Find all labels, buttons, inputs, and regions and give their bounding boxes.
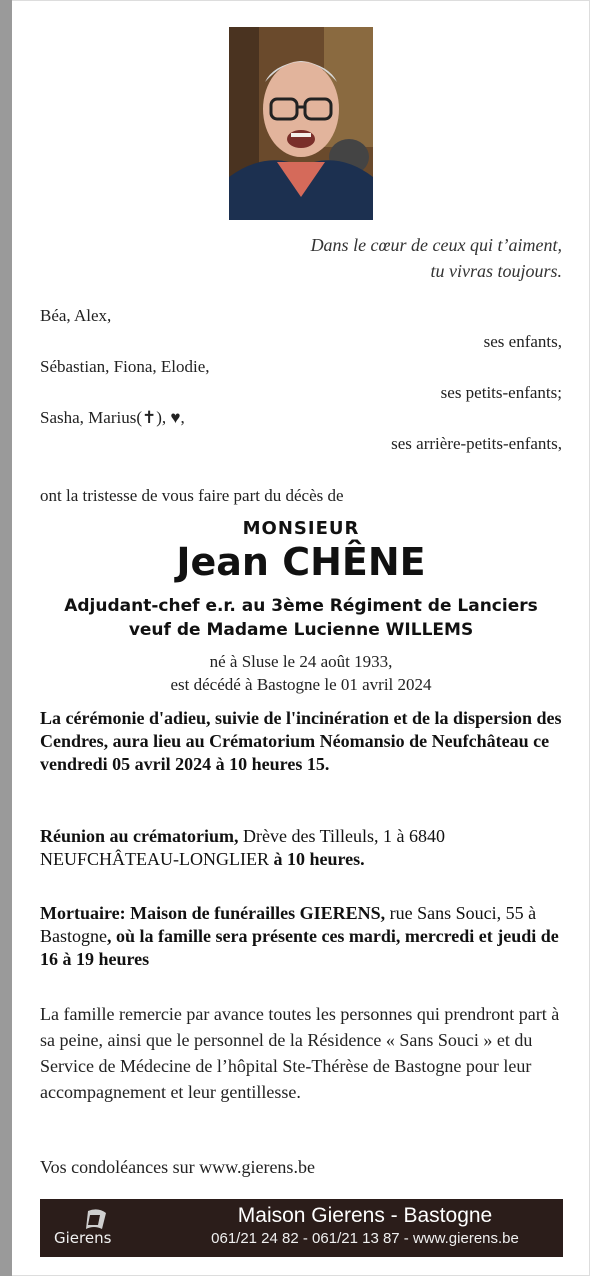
family-group-children — [40, 306, 562, 352]
thanks-paragraph: La famille remercie par avance toutes les personnes qui prendront part à sa peine, ainsi que le personnel de la Résidence « Sans Souci » et du Service de Médecine de l’hôpital Ste-Thérèse de Bastogne pour leur accompagnement et leur gentillesse. — [40, 1004, 560, 1102]
quote-line-2: tu vivras toujours. — [430, 261, 562, 281]
memorial-quote — [311, 232, 562, 284]
mortuary-paragraph — [40, 902, 562, 971]
announcement-intro: ont la tristesse de vous faire part du décès de — [40, 486, 344, 505]
ceremony-paragraph: La cérémonie d'adieu, suivie de l'incinération et de la dispersion des Cendres, aura lieu au Crématorium Néomansio de Neufchâteau ce vendredi 05 avril 2024 à 10 heures 15. — [40, 708, 562, 774]
condolences-line: Vos condoléances sur www.gierens.be — [40, 1157, 315, 1177]
great-grandchildren-names: Sasha, Marius(✝), ♥, — [40, 408, 185, 427]
meeting-time: à 10 heures. — [273, 849, 365, 869]
rank-title: Adjudant-chef e.r. au 3ème Régiment de Lanciers — [64, 596, 538, 616]
great-grandchildren-role: ses arrière-petits-enfants, — [391, 434, 562, 453]
family-group-grandchildren — [40, 357, 562, 403]
mortuary-label: Mortuaire: Maison de funérailles GIERENS, — [40, 903, 386, 923]
grandchildren-names: Sébastian, Fiona, Elodie, — [40, 357, 210, 376]
meeting-paragraph — [40, 825, 562, 871]
mortuary-address: rue Sans Souci, 55 à Bastogne — [40, 903, 537, 946]
meeting-address: Drève des Tilleuls, 1 à 6840 NEUFCHÂTEAU-LONGLIER — [40, 826, 445, 869]
grandchildren-role: ses petits-enfants; — [440, 383, 562, 402]
children-role: ses enfants, — [483, 332, 562, 351]
birth-line: né à Sluse le 24 août 1933, — [209, 652, 393, 671]
children-names: Béa, Alex, — [40, 306, 112, 325]
widower-line: veuf de Madame Lucienne WILLEMS — [128, 620, 474, 640]
funeral-home-name: Maison Gierens - Bastogne — [237, 1204, 493, 1227]
death-line: est décédé à Bastogne le 01 avril 2024 — [170, 675, 432, 694]
funeral-home-banner — [40, 1199, 563, 1257]
gierens-logo — [54, 1207, 134, 1251]
honorific: MONSIEUR — [242, 518, 360, 539]
quote-line-1: Dans le cœur de ceux qui t’aiment, — [310, 235, 562, 255]
funeral-home-contact: 061/21 24 82 - 061/21 13 87 - www.gierens.be — [211, 1230, 519, 1247]
family-group-great-grandchildren — [40, 408, 562, 454]
meeting-label: Réunion au crématorium, — [40, 826, 239, 846]
deceased-name: Jean CHÊNE — [176, 540, 426, 584]
portrait-photo — [229, 27, 373, 220]
logo-wordmark: Gierens — [54, 1229, 112, 1247]
mortuary-hours: , où la famille sera présente ces mardi, mercredi et jeudi de 16 à 19 heures — [40, 926, 559, 969]
